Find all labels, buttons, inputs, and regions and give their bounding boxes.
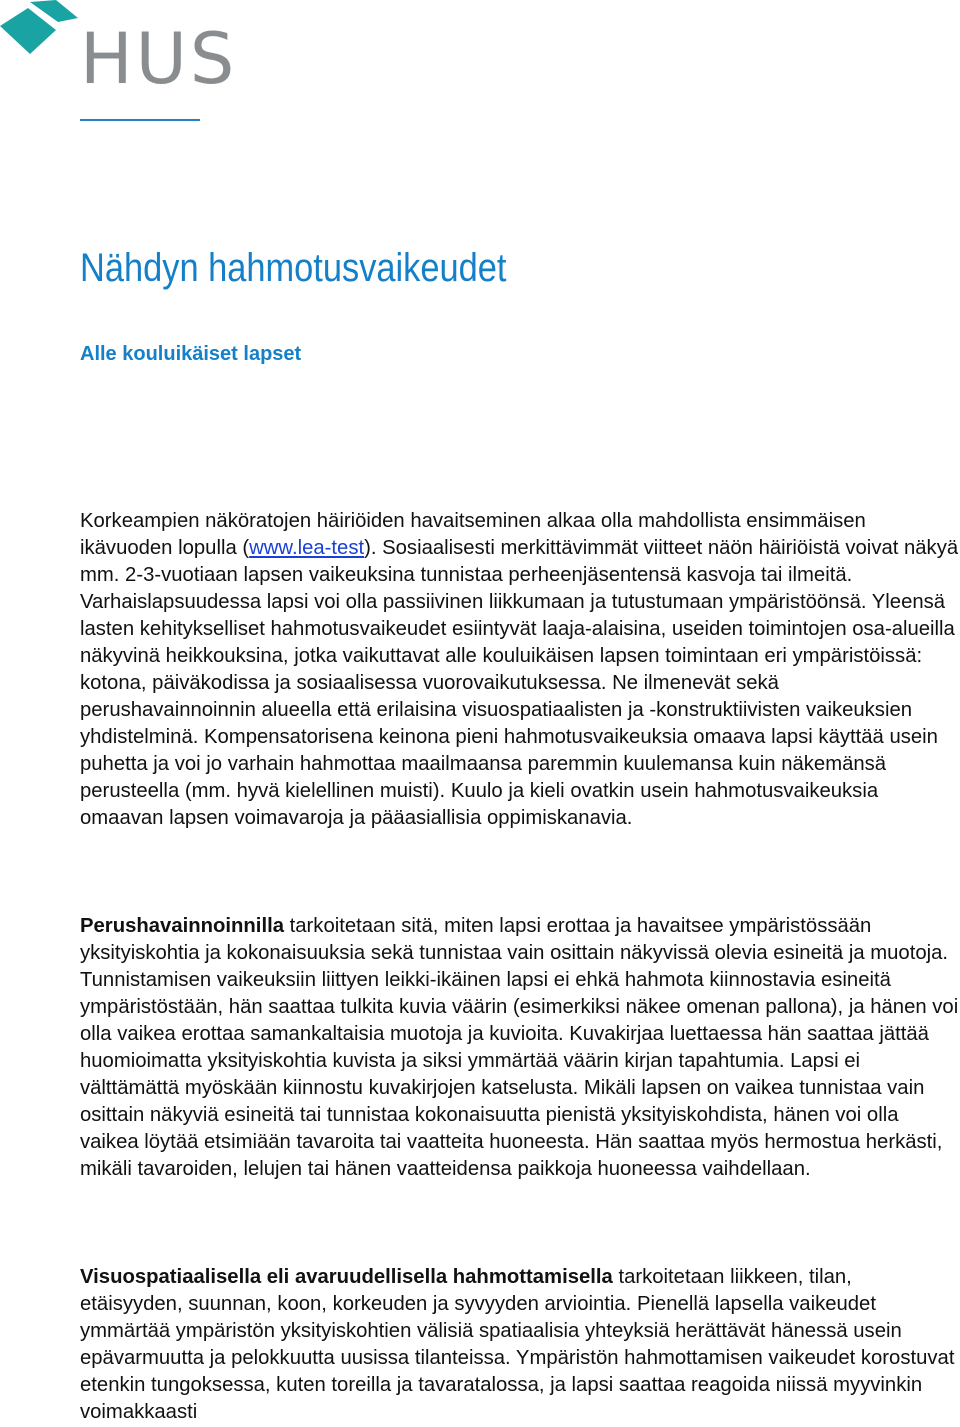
paragraph-perushavainnointi-text: tarkoitetaan sitä, miten lapsi erottaa ja havaitsee ympäristössään yksityiskohtia ja kokonaisuuksia sekä tunnistaa vain osittain näkyvissä olevia esineitä ja muotoja. Tunnistamisen vaikeuksiin liittyen leikki-ikäinen lapsi ei ehkä hahmota kiinnostavia esineitä ympäristöstään, hän saattaa tulkita kuvia väärin (esimerkiksi näkee omenan pallona), ja hänen voi olla vaikea erottaa samankaltaisia muotoja ja kuvioita. Kuvakirjaa luettaessa hän saattaa jättää huomioimatta yksityiskohtia kuvista ja siksi ymmärtää väärin kirjan tapahtumia. Lapsi ei välttämättä myöskään kiinnostu kuvakirjojen katselusta. Mikäli lapsen on vaikea tunnistaa vain osittain näkyviä esineitä tai tunnistaa kokonaisuutta pienistä yksityiskohdista, hänen voi olla vaikea löytää etsimiään tavaroita tai vaatteita huoneesta. Hän saattaa myös hermostua herkästi, mikäli tavaroiden, lelujen tai hänen vaatteidensa paikkoja huoneessa vaihdellaan. xyxy=(80,915,959,1180)
paragraph-intro xyxy=(80,508,960,832)
hus-logo xyxy=(0,0,240,130)
logo-underline xyxy=(80,119,200,121)
hus-logo-mark-icon xyxy=(0,0,80,60)
page-subtitle: Alle kouluikäiset lapset xyxy=(80,343,302,365)
paragraph-intro-text-end: ). Sosiaalisesti merkittävimmät viitteet näön häiriöistä voivat näkyä mm. 2-3-vuotiaan lapsen vaikeuksina tunnistaa perheenjäsentensä kasvoja tai ilmeitä. Varhaislapsuudessa lapsi voi olla passiivinen liikkumaan ja tutustumaan ympäristöönsä. Yleensä lasten kehitykselliset hahmotusvaikeudet esiintyvät laaja-alaisina, useiden toimintojen osa-alueilla näkyvinä heikkouksina, jotka vaikuttavat alle kouluikäisen lapsen toimintaan eri ympäristöissä: kotona, päiväkodissa ja sosiaalisessa vuorovaikutuksessa. Ne ilmenevät sekä perushavainnoinnin alueella että erilaisina visuospatiaalisten ja -konstruktiivisten vaikeuksien yhdistelminä. Kompensatorisena keinona pieni hahmotusvaikeuksia omaava lapsi käyttää usein puhetta ja voi jo varhain hahmottaa maailmaansa paremmin kuulemansa kuin näkemänsä perusteella (mm. hyvä kielellinen muisti). Kuulo ja kieli ovatkin usein hahmotusvaikeuksia omaavan lapsen voimavaroja ja pääasiallisia oppimiskanavia. xyxy=(80,537,959,829)
logo-wordmark: HUS xyxy=(80,18,238,100)
term-perushavainnointi: Perushavainnoinnilla xyxy=(80,915,284,937)
paragraph-visuospatiaalinen xyxy=(80,1264,960,1426)
lea-test-link[interactable]: www.lea-test xyxy=(249,537,365,559)
paragraph-visuospatiaalinen-text: tarkoitetaan liikkeen, tilan, etäisyyden, suunnan, koon, korkeuden ja syvyyden arviointia. Pienellä lapsella vaikeudet ymmärtää ympäristön yksityiskohtien välisiä spatiaalisia yhteyksiä herättävät hänessä usein epävarmuutta ja pelokkuutta uusissa tilanteissa. Ympäristön hahmottamisen vaikeudet korostuvat etenkin tungoksessa, kuten toreilla ja tavaratalossa, ja lapsi saattaa reagoida niissä myyvinkin voimakkaasti xyxy=(80,1266,955,1423)
paragraph-intro-text-start: Korkeampien näköratojen häiriöiden havaitseminen alkaa olla mahdollista ensimmäisen ikävuoden lopulla ( xyxy=(80,510,866,559)
paragraph-perushavainnointi xyxy=(80,913,960,1183)
page-title: Nähdyn hahmotusvaikeudet xyxy=(80,246,507,290)
term-visuospatiaalinen: Visuospatiaalisella eli avaruudellisella hahmottamisella xyxy=(80,1266,613,1288)
